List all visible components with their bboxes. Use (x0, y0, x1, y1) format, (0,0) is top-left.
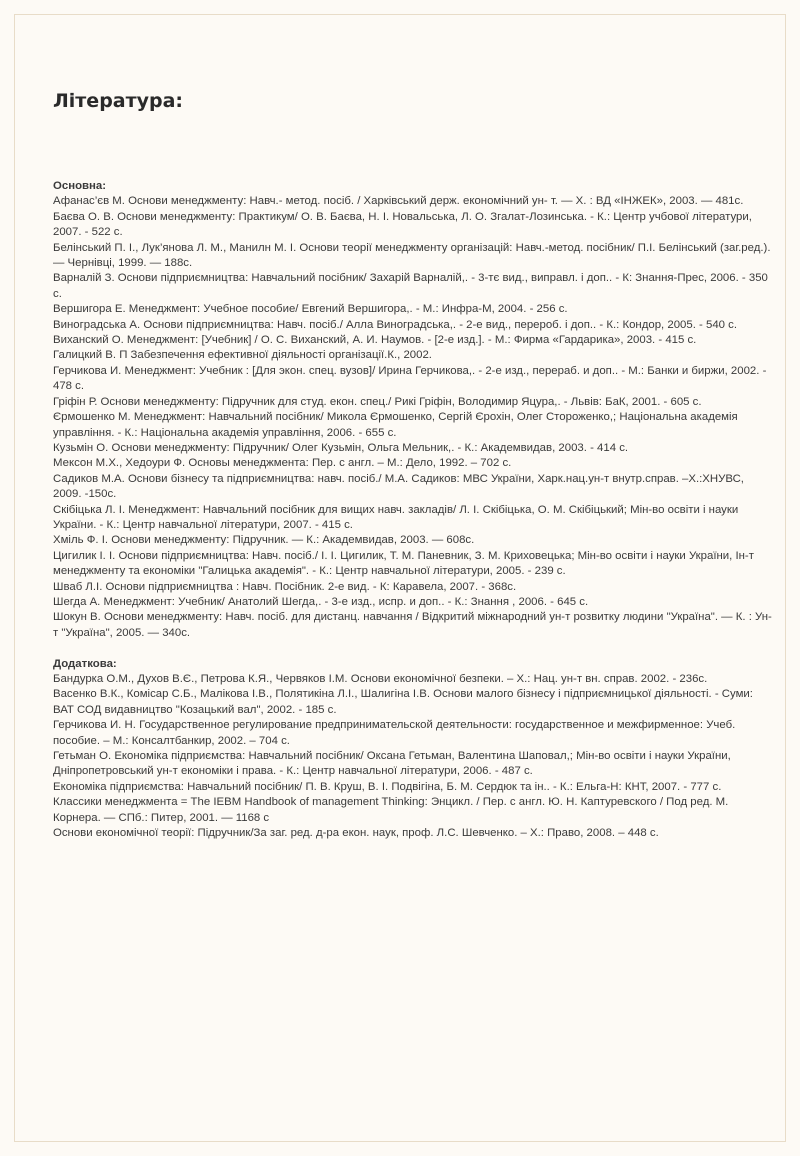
additional-literature-list (53, 672, 773, 841)
main-literature-item: Кузьмін О. Основи менеджменту: Підручник/ Олег Кузьмін, Ольга Мельник,. - К.: Академвидав, 2003. - 414 с. (53, 441, 629, 454)
additional-literature-item: Герчикова И. Н. Государственное регулирование предпринимательской деятельности: государственное и межфирменное: Учеб. пособие. – М.: Консалтбанкир, 2002. – 704 с. (53, 719, 736, 747)
main-literature-item: Гріфін Р. Основи менеджменту: Підручник для студ. екон. спец./ Рикі Гріфін, Володимир Яцура,. - Львів: БаК, 2001. - 605 с. (53, 395, 702, 408)
main-literature-item: Шегда А. Менеджмент: Учебник/ Анатолий Шегда,. - 3-е изд., испр. и доп.. - К.: Знання , 2006. - 645 с. (53, 595, 589, 608)
main-literature-item: Шокун В. Основи менеджменту: Навч. посіб. для дистанц. навчання / Відкритий міжнародний ун-т розвитку людини "Україна". — К. : Ун-т "Україна", 2005. — 340с. (53, 611, 772, 639)
main-literature-item: Герчикова И. Менеджмент: Учебник : [Для экон. спец. вузов]/ Ирина Герчикова,. - 2-е изд., перераб. и доп.. - М.: Банки и биржи, 2002. - 478 с. (53, 364, 767, 393)
main-literature-item: Мексон М.Х., Хедоури Ф. Основы менеджмента: Пер. с англ. – М.: Дело, 1992. – 702 с. (53, 457, 512, 470)
section-gap (53, 641, 773, 656)
main-literature-item: Виханский О. Менеджмент: [Учебник] / О. С. Виханский, А. И. Наумов. - [2-е изд.]. - М.: Фирма «Гардарика», 2003. - 415 с. (53, 334, 697, 347)
main-literature-item: Садиков М.А. Основи бізнесу та підприємництва: навч. посіб./ М.А. Садиков: МВС України, Харк.нац.ун-т внутр.справ. –Х.:ХНУВС, 2009. -150с. (53, 472, 744, 501)
additional-literature-item: Основи економічної теорії: Підручник/За заг. ред. д-ра екон. наук, проф. Л.С. Шевченко. – Х.: Право, 2008. – 448 с. (53, 827, 659, 840)
page-title: Література: (53, 90, 184, 112)
main-literature-item: Афанас’єв М. Основи менеджменту: Навч.- метод. посіб. / Харківський держ. економічний ун- т. — Х. : ВД «ІНЖЕК», 2003. — 481с. (53, 195, 744, 208)
main-literature-heading: Основна: (53, 180, 107, 192)
main-literature-item: Вершигора Е. Менеджмент: Учебное пособие/ Евгений Вершигора,. - М.: Инфра-М, 2004. - 256 с. (53, 303, 568, 316)
main-literature-item: Белінський П. І., Лук’янова Л. М., Манилн М. І. Основи теорії менеджменту організацій: Навч.-метод. посібник/ П.І. Белінський (заг.ред.). — Чернівці, 1999. — 188с. (53, 241, 771, 270)
main-literature-item: Галицкий В. П Забезпечення ефективної діяльності організації.К., 2002. (53, 349, 432, 362)
main-literature-item: Скібіцька Л. І. Менеджмент: Навчальний посібник для вищих навч. закладів/ Л. І. Скібіцька, О. М. Скібіцький; Мін-во освіти і науки України. - К.: Центр навчальної літератури, 2007. - 415 с. (53, 503, 739, 531)
additional-literature-item: Классики менеджмента = The IEBM Handbook of management Thinking: Энцикл. / Пер. с англ. Ю. Н. Каптуревского / Под ред. М. Корнера. — СПб.: Питер, 2001. — 1168 с (53, 796, 729, 824)
additional-literature-item: Економіка підприємства: Навчальний посібник/ П. В. Круш, В. І. Подвігіна, Б. М. Сердюк та ін.. - К.: Ельга-Н: КНТ, 2007. - 777 с. (53, 780, 722, 793)
main-literature-item: Цигилик І. І. Основи підприємництва: Навч. посіб./ І. І. Цигилик, Т. М. Паневник, З. М. Криховецька; Мін-во освіти і науки України, Ін-т менеджменту та економіки "Галицька академія". - К.: Центр навчальної літератури, 2005. - 239 с. (53, 549, 754, 578)
main-literature-list (53, 194, 773, 641)
main-literature-item: Баєва О. В. Основи менеджменту: Практикум/ О. В. Баєва, Н. І. Новальська, Л. О. Згалат-Лозинська. - К.: Центр учбової літератури, 2007. - 522 с. (53, 210, 752, 239)
additional-literature-item: Гетьман О. Економіка підприємства: Навчальний посібник/ Оксана Гетьман, Валентина Шаповал,; Мін-во освіти і науки України, Дніпропетровський ун-т економіки і права. - К.: Центр навчальної літератури, 2006. - 487 с. (53, 750, 731, 778)
additional-literature-item: Васенко В.К., Комісар С.Б., Малікова І.В., Полятикіна Л.І., Шалигіна І.В. Основи малого бізнесу і підприємницької діяльності. - Суми: ВАТ СОД видавництво "Козацький вал", 2002. - 185 с. (53, 688, 753, 716)
main-literature-item: Шваб Л.І. Основи підприємництва : Навч. Посібник. 2-е вид. - К: Каравела, 2007. - 368с. (53, 580, 517, 593)
bibliography (53, 179, 773, 841)
main-literature-item: Варналій З. Основи підприємництва: Навчальний посібник/ Захарій Варналій,. - 3-тє вид., виправл. і доп.. - К: Знання-Прес, 2006. - 350 с. (53, 272, 768, 300)
main-literature-item: Виноградська А. Основи підприємництва: Навч. посіб./ Алла Виноградська,. - 2-е вид., перероб. і доп.. - К.: Кондор, 2005. - 540 с. (53, 318, 738, 331)
additional-literature-item: Бандурка О.М., Духов В.Є., Петрова К.Я., Червяков І.М. Основи економічної безпеки. – Х.: Нац. ун-т вн. справ. 2002. - 236с. (53, 672, 708, 685)
main-literature-item: Хміль Ф. І. Основи менеджменту: Підручник. — К.: Академвидав, 2003. — 608с. (53, 534, 475, 547)
additional-literature-heading: Додаткова: (53, 657, 117, 670)
main-literature-item: Єрмошенко М. Менеджмент: Навчальний посібник/ Микола Єрмошенко, Сергій Єрохін, Олег Стороженко,; Національна академія управління. - К.: Національна академія управління, 2006. - 655 с. (53, 411, 738, 439)
